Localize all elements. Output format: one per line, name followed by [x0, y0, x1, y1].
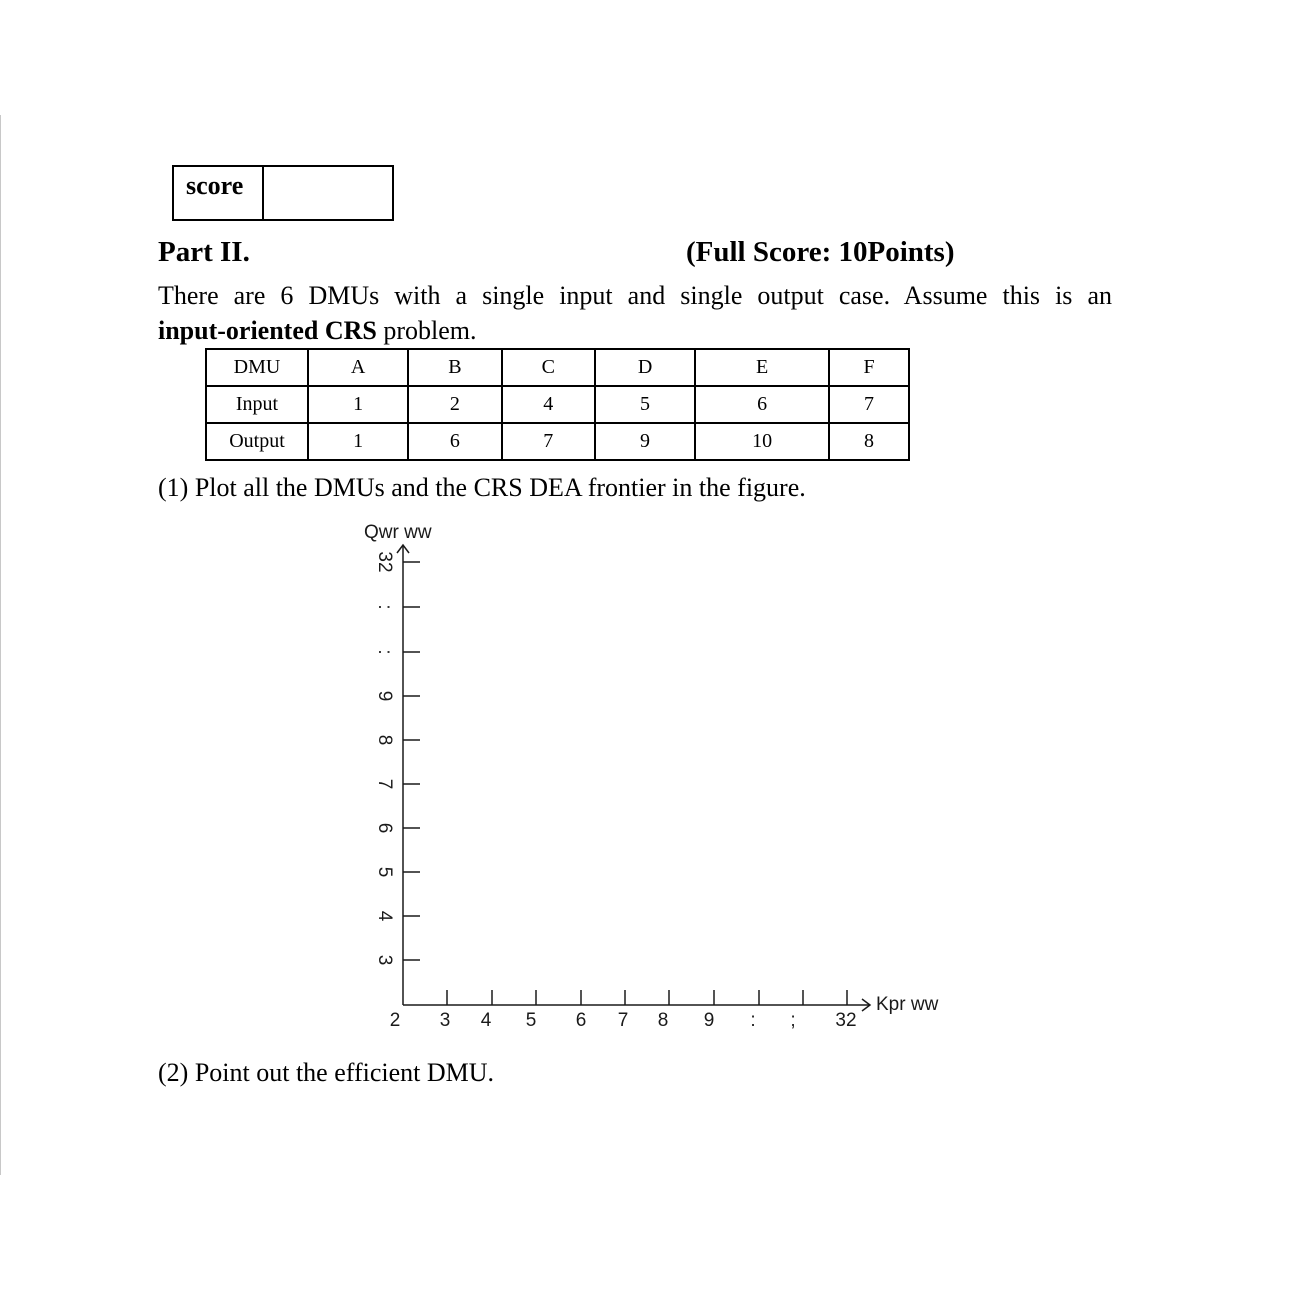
x-tick-label: 7	[617, 1010, 629, 1031]
y-tick-label: 7	[373, 778, 395, 790]
table-cell: 10	[695, 423, 829, 460]
table-cell: 1	[308, 386, 408, 423]
table-header-cell: E	[695, 349, 829, 386]
x-tick-label: 2	[389, 1010, 401, 1031]
score-label: score	[174, 167, 264, 219]
table-header-cell: D	[595, 349, 695, 386]
x-tick-label: 8	[657, 1010, 669, 1031]
table-cell: 7	[829, 386, 909, 423]
intro-line-1: There are 6 DMUs with a single input and single output case. Assume this is an	[158, 281, 1112, 310]
y-tick-label: 9	[373, 690, 395, 702]
x-tick-labels	[390, 1010, 857, 1031]
table-cell: 1	[308, 423, 408, 460]
x-tick-label: 9	[703, 1010, 715, 1031]
y-tick-labels	[374, 551, 395, 965]
x-tick-label: ;	[790, 1010, 796, 1031]
intro-rest: problem.	[376, 316, 477, 345]
x-tick-label: 4	[480, 1010, 492, 1031]
y-tick-label: :	[373, 604, 395, 610]
table-cell: 8	[829, 423, 909, 460]
table-cell: 7	[502, 423, 595, 460]
y-tick-label: 5	[373, 866, 395, 878]
question-2: (2) Point out the efficient DMU.	[158, 1058, 495, 1087]
full-score: (Full Score: 10Points)	[686, 236, 955, 268]
table-header-cell: A	[308, 349, 408, 386]
x-tick-label: 5	[525, 1010, 537, 1031]
y-tick-label: 8	[373, 734, 395, 746]
x-axis-title: Kpr ww	[876, 994, 939, 1015]
y-tick-label: 4	[373, 910, 395, 922]
table-header-cell: B	[408, 349, 501, 386]
x-tick-label: 3	[439, 1010, 451, 1031]
x-tick-label: 6	[575, 1010, 587, 1031]
y-tick-label: :	[373, 649, 395, 655]
question-1: (1) Plot all the DMUs and the CRS DEA frontier in the figure.	[158, 473, 806, 502]
y-tick-label: 32	[373, 551, 395, 573]
table-cell: 5	[595, 386, 695, 423]
y-axis-title: Qwr ww	[364, 522, 432, 543]
x-tick-label: 32	[835, 1010, 857, 1031]
table-header-cell: F	[829, 349, 909, 386]
table-header-cell: DMU	[206, 349, 308, 386]
table-cell: 6	[695, 386, 829, 423]
table-header-cell: C	[502, 349, 595, 386]
table-cell: 6	[408, 423, 501, 460]
table-cell: Output	[206, 423, 308, 460]
table-cell: 4	[502, 386, 595, 423]
y-tick-label: 6	[373, 822, 395, 834]
x-tick-label: :	[750, 1010, 756, 1031]
part-title: Part II.	[158, 236, 250, 268]
y-tick-label: 3	[373, 954, 395, 966]
table-cell: 2	[408, 386, 501, 423]
intro-bold-term: input-oriented CRS	[158, 316, 377, 345]
table-cell: Input	[206, 386, 308, 423]
table-cell: 9	[595, 423, 695, 460]
plot-axes	[397, 545, 870, 1011]
